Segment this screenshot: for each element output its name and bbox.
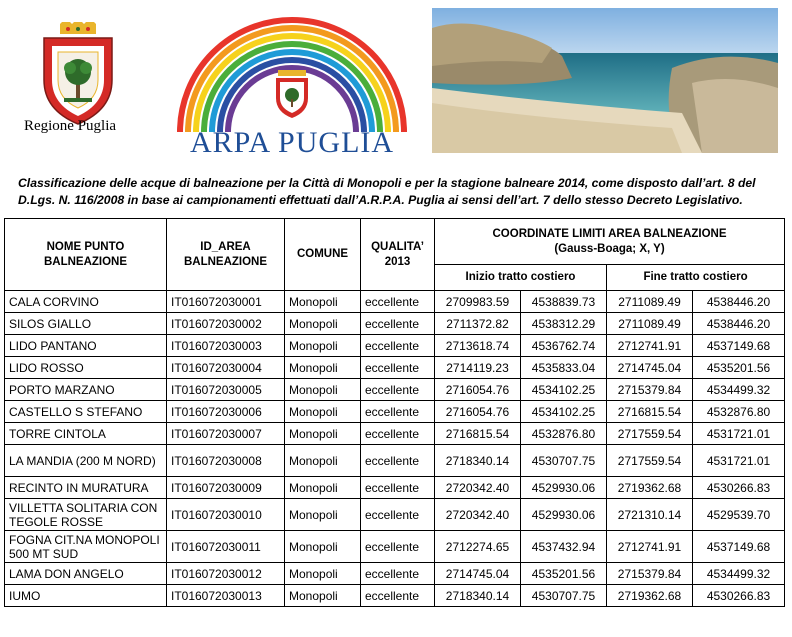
table-row bbox=[5, 357, 785, 379]
row-start-y: 4535833.04 bbox=[521, 357, 607, 379]
row-name: PORTO MARZANO bbox=[5, 379, 167, 401]
header-end: Fine tratto costiero bbox=[607, 265, 785, 291]
row-quality: eccellente bbox=[361, 499, 435, 531]
row-end-x: 2714745.04 bbox=[607, 357, 693, 379]
table-row bbox=[5, 379, 785, 401]
row-quality: eccellente bbox=[361, 291, 435, 313]
row-id: IT016072030006 bbox=[167, 401, 285, 423]
row-name: VILLETTA SOLITARIA CON TEGOLE ROSSE bbox=[5, 499, 167, 531]
row-start-x: 2718340.14 bbox=[435, 445, 521, 477]
table-row bbox=[5, 291, 785, 313]
row-quality: eccellente bbox=[361, 531, 435, 563]
row-quality: eccellente bbox=[361, 563, 435, 585]
row-start-x: 2712274.65 bbox=[435, 531, 521, 563]
table-row bbox=[5, 335, 785, 357]
row-comune: Monopoli bbox=[285, 445, 361, 477]
row-end-y: 4538446.20 bbox=[693, 313, 785, 335]
table-row bbox=[5, 563, 785, 585]
row-quality: eccellente bbox=[361, 357, 435, 379]
row-id: IT016072030003 bbox=[167, 335, 285, 357]
row-start-x: 2714119.23 bbox=[435, 357, 521, 379]
row-end-y: 4529539.70 bbox=[693, 499, 785, 531]
row-end-x: 2712741.91 bbox=[607, 335, 693, 357]
rainbow-icon bbox=[172, 4, 412, 134]
agency-label: ARPA PUGLIA bbox=[189, 126, 395, 159]
row-quality: eccellente bbox=[361, 401, 435, 423]
table-row bbox=[5, 585, 785, 607]
row-comune: Monopoli bbox=[285, 585, 361, 607]
row-end-x: 2721310.14 bbox=[607, 499, 693, 531]
row-end-y: 4538446.20 bbox=[693, 291, 785, 313]
row-id: IT016072030002 bbox=[167, 313, 285, 335]
header-quality: QUALITA’ 2013 bbox=[361, 219, 435, 291]
row-end-y: 4530266.83 bbox=[693, 477, 785, 499]
row-start-y: 4536762.74 bbox=[521, 335, 607, 357]
row-comune: Monopoli bbox=[285, 563, 361, 585]
row-start-y: 4534102.25 bbox=[521, 379, 607, 401]
caption-line-1: Classificazione delle acque di balneazione per la Città di Monopoli e per la stagione balneare 2014, come disposto dall’art. 8 del bbox=[18, 176, 756, 190]
row-quality: eccellente bbox=[361, 585, 435, 607]
row-end-x: 2719362.68 bbox=[607, 585, 693, 607]
row-end-x: 2716815.54 bbox=[607, 401, 693, 423]
row-end-y: 4532876.80 bbox=[693, 401, 785, 423]
row-end-y: 4531721.01 bbox=[693, 445, 785, 477]
row-start-y: 4530707.75 bbox=[521, 445, 607, 477]
row-end-x: 2715379.84 bbox=[607, 379, 693, 401]
table-row bbox=[5, 531, 785, 563]
row-start-x: 2716054.76 bbox=[435, 401, 521, 423]
row-start-x: 2713618.74 bbox=[435, 335, 521, 357]
header-start: Inizio tratto costiero bbox=[435, 265, 607, 291]
row-start-x: 2714745.04 bbox=[435, 563, 521, 585]
row-id: IT016072030008 bbox=[167, 445, 285, 477]
row-name: IUMO bbox=[5, 585, 167, 607]
header-coords-title: COORDINATE LIMITI AREA BALNEAZIONE bbox=[492, 227, 727, 240]
coast-photo-image bbox=[432, 8, 778, 153]
row-end-y: 4531721.01 bbox=[693, 423, 785, 445]
row-comune: Monopoli bbox=[285, 401, 361, 423]
row-id: IT016072030001 bbox=[167, 291, 285, 313]
row-start-x: 2711372.82 bbox=[435, 313, 521, 335]
table-row bbox=[5, 401, 785, 423]
row-comune: Monopoli bbox=[285, 291, 361, 313]
row-id: IT016072030010 bbox=[167, 499, 285, 531]
row-name: FOGNA CIT.NA MONOPOLI 500 MT SUD bbox=[5, 531, 167, 563]
row-comune: Monopoli bbox=[285, 313, 361, 335]
header-name: NOME PUNTO BALNEAZIONE bbox=[5, 219, 167, 291]
caption-line-2: D.Lgs. N. 116/2008 in base ai campionamenti effettuati dall’A.R.P.A. Puglia ai sensi dell’art. 7 dello stesso Decreto Legislativo. bbox=[18, 193, 743, 207]
row-quality: eccellente bbox=[361, 477, 435, 499]
row-end-y: 4530266.83 bbox=[693, 585, 785, 607]
row-quality: eccellente bbox=[361, 335, 435, 357]
table-body bbox=[5, 291, 785, 607]
row-name: LA MANDIA (200 M NORD) bbox=[5, 445, 167, 477]
row-end-y: 4537149.68 bbox=[693, 335, 785, 357]
row-start-x: 2716815.54 bbox=[435, 423, 521, 445]
row-name: LIDO ROSSO bbox=[5, 357, 167, 379]
row-start-y: 4538839.73 bbox=[521, 291, 607, 313]
row-name: CALA CORVINO bbox=[5, 291, 167, 313]
row-start-y: 4537432.94 bbox=[521, 531, 607, 563]
arpa-logo bbox=[172, 4, 412, 164]
row-id: IT016072030011 bbox=[167, 531, 285, 563]
row-comune: Monopoli bbox=[285, 477, 361, 499]
row-quality: eccellente bbox=[361, 379, 435, 401]
row-comune: Monopoli bbox=[285, 379, 361, 401]
row-end-x: 2719362.68 bbox=[607, 477, 693, 499]
table-row bbox=[5, 313, 785, 335]
row-id: IT016072030013 bbox=[167, 585, 285, 607]
row-start-y: 4538312.29 bbox=[521, 313, 607, 335]
table-row bbox=[5, 477, 785, 499]
row-start-x: 2720342.40 bbox=[435, 477, 521, 499]
small-shield-icon bbox=[276, 70, 308, 118]
row-name: LAMA DON ANGELO bbox=[5, 563, 167, 585]
region-shield-icon bbox=[30, 22, 140, 132]
header-id: ID_AREA BALNEAZIONE bbox=[167, 219, 285, 291]
row-comune: Monopoli bbox=[285, 531, 361, 563]
row-end-y: 4534499.32 bbox=[693, 563, 785, 585]
row-comune: Monopoli bbox=[285, 423, 361, 445]
row-end-y: 4537149.68 bbox=[693, 531, 785, 563]
row-start-y: 4530707.75 bbox=[521, 585, 607, 607]
row-start-x: 2718340.14 bbox=[435, 585, 521, 607]
caption bbox=[18, 175, 778, 209]
row-comune: Monopoli bbox=[285, 335, 361, 357]
row-end-x: 2712741.91 bbox=[607, 531, 693, 563]
row-start-x: 2716054.76 bbox=[435, 379, 521, 401]
row-id: IT016072030007 bbox=[167, 423, 285, 445]
region-label: Regione Puglia bbox=[23, 118, 117, 134]
row-end-y: 4534499.32 bbox=[693, 379, 785, 401]
header-coords bbox=[435, 219, 785, 265]
table-row bbox=[5, 423, 785, 445]
row-quality: eccellente bbox=[361, 313, 435, 335]
row-end-x: 2711089.49 bbox=[607, 313, 693, 335]
row-id: IT016072030005 bbox=[167, 379, 285, 401]
header-comune: COMUNE bbox=[285, 219, 361, 291]
row-id: IT016072030012 bbox=[167, 563, 285, 585]
row-name: RECINTO IN MURATURA bbox=[5, 477, 167, 499]
row-start-y: 4529930.06 bbox=[521, 477, 607, 499]
row-start-x: 2720342.40 bbox=[435, 499, 521, 531]
row-name: LIDO PANTANO bbox=[5, 335, 167, 357]
row-end-x: 2715379.84 bbox=[607, 563, 693, 585]
row-start-x: 2709983.59 bbox=[435, 291, 521, 313]
row-start-y: 4532876.80 bbox=[521, 423, 607, 445]
row-name: SILOS GIALLO bbox=[5, 313, 167, 335]
row-quality: eccellente bbox=[361, 445, 435, 477]
row-end-x: 2717559.54 bbox=[607, 423, 693, 445]
row-comune: Monopoli bbox=[285, 357, 361, 379]
row-start-y: 4529930.06 bbox=[521, 499, 607, 531]
row-id: IT016072030004 bbox=[167, 357, 285, 379]
row-start-y: 4535201.56 bbox=[521, 563, 607, 585]
row-quality: eccellente bbox=[361, 423, 435, 445]
row-name: TORRE CINTOLA bbox=[5, 423, 167, 445]
coast-photo bbox=[432, 8, 778, 153]
row-comune: Monopoli bbox=[285, 499, 361, 531]
bathing-areas-table bbox=[4, 218, 785, 607]
row-start-y: 4534102.25 bbox=[521, 401, 607, 423]
header-coords-sub: (Gauss-Boaga; X, Y) bbox=[554, 242, 665, 255]
region-logo bbox=[30, 22, 140, 162]
row-end-y: 4535201.56 bbox=[693, 357, 785, 379]
row-end-x: 2711089.49 bbox=[607, 291, 693, 313]
row-name: CASTELLO S STEFANO bbox=[5, 401, 167, 423]
row-id: IT016072030009 bbox=[167, 477, 285, 499]
table-row bbox=[5, 499, 785, 531]
header bbox=[0, 0, 792, 172]
table-row bbox=[5, 445, 785, 477]
row-end-x: 2717559.54 bbox=[607, 445, 693, 477]
